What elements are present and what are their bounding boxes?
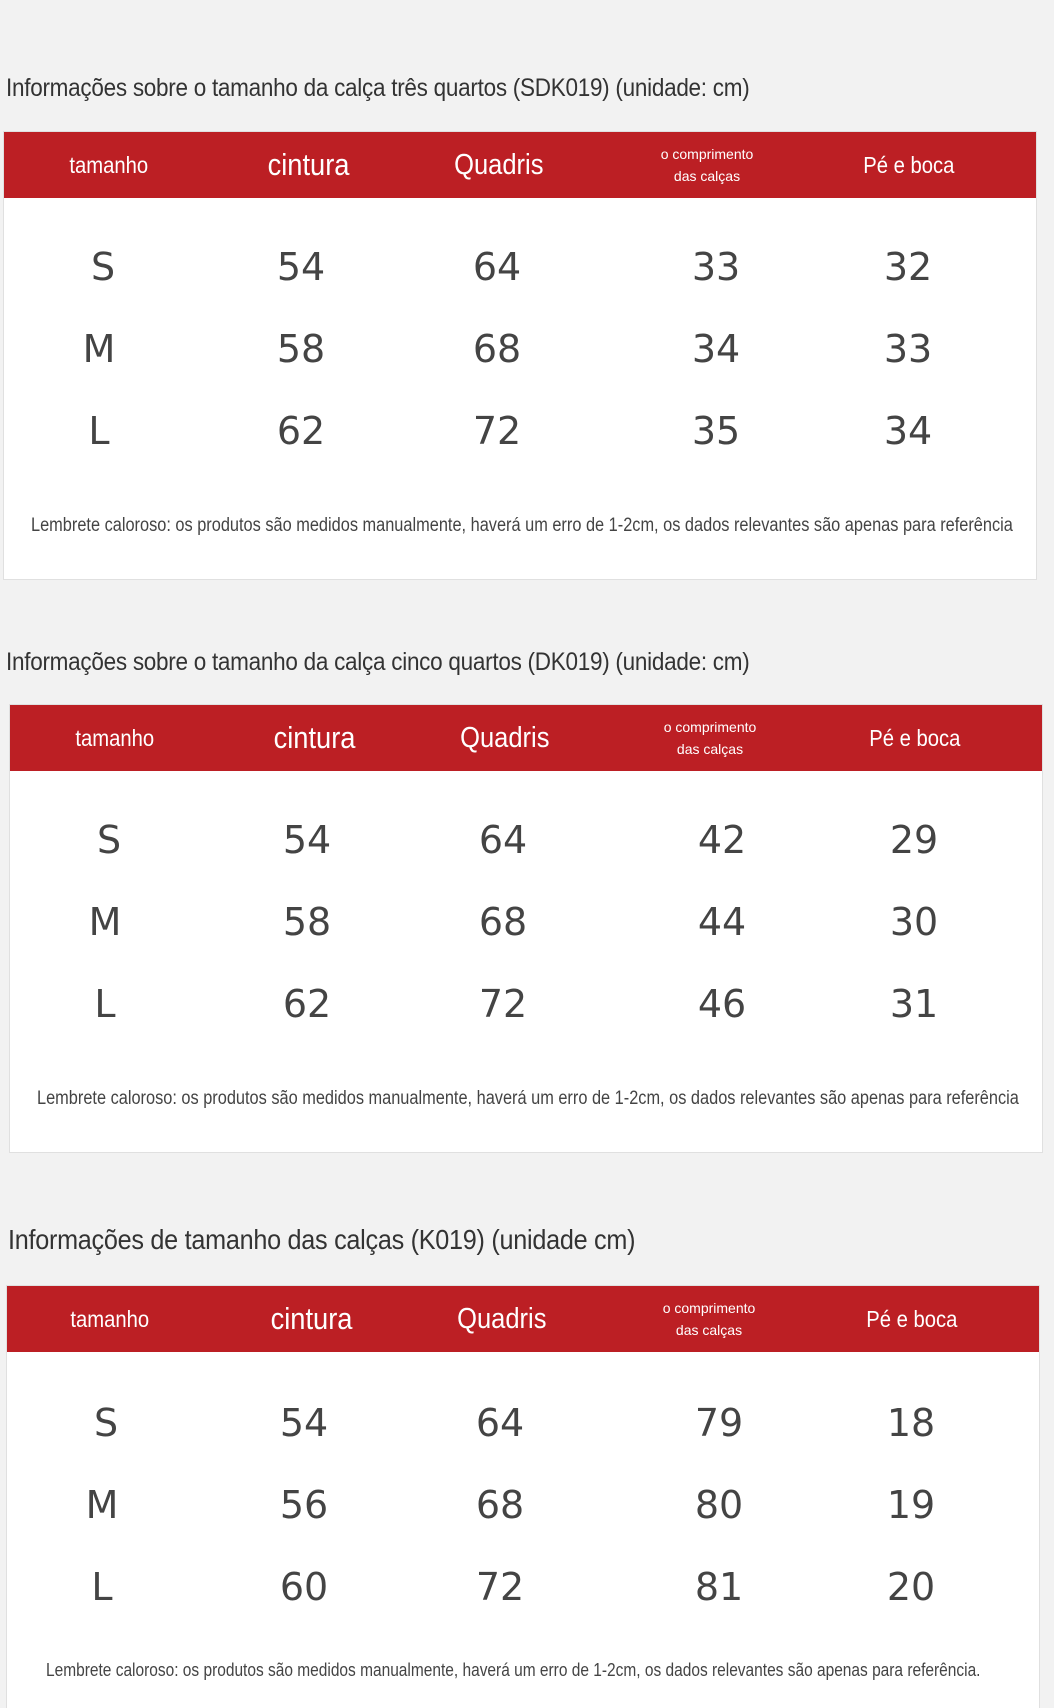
cell-hips: 72 bbox=[478, 982, 528, 1026]
cell-hips: 68 bbox=[475, 1483, 525, 1527]
cell-hips: 72 bbox=[475, 1565, 525, 1609]
cell-hips: 64 bbox=[478, 818, 528, 862]
measurement-note: Lembrete caloroso: os produtos são medidos manualmente, haverá um erro de 1-2cm, os dados relevantes são apenas para referência bbox=[37, 1088, 1019, 1109]
table-title: Informações sobre o tamanho da calça cinco quartos (DK019) (unidade: cm) bbox=[6, 648, 750, 676]
cell-hips: 72 bbox=[472, 409, 522, 453]
cell-hem: 34 bbox=[883, 409, 933, 453]
header-hips: Quadris bbox=[454, 148, 544, 181]
header-waist: cintura bbox=[271, 1301, 353, 1336]
cell-hem: 33 bbox=[883, 327, 933, 371]
cell-hem: 29 bbox=[889, 818, 939, 862]
header-waist: cintura bbox=[268, 147, 350, 182]
cell-size: L bbox=[91, 1565, 113, 1609]
cell-waist: 56 bbox=[279, 1483, 329, 1527]
table-row bbox=[7, 1546, 1039, 1628]
cell-length: 42 bbox=[697, 818, 747, 862]
header-hips: Quadris bbox=[460, 721, 550, 754]
cell-hips: 64 bbox=[475, 1401, 525, 1445]
cell-size: S bbox=[93, 1401, 119, 1445]
table-title: Informações sobre o tamanho da calça três quartos (SDK019) (unidade: cm) bbox=[6, 74, 750, 102]
cell-length: 81 bbox=[694, 1565, 744, 1609]
cell-waist: 54 bbox=[279, 1401, 329, 1445]
measurement-note: Lembrete caloroso: os produtos são medidos manualmente, haverá um erro de 1-2cm, os dados relevantes são apenas para referência. bbox=[46, 1660, 981, 1680]
header-waist: cintura bbox=[274, 720, 356, 755]
cell-hem: 19 bbox=[886, 1483, 936, 1527]
header-size: tamanho bbox=[75, 724, 155, 751]
cell-hips: 64 bbox=[472, 245, 522, 289]
table-title: Informações de tamanho das calças (K019) (unidade cm) bbox=[8, 1224, 636, 1255]
header-hem: Pé e boca bbox=[869, 724, 961, 751]
cell-length: 33 bbox=[691, 245, 741, 289]
cell-hips: 68 bbox=[472, 327, 522, 371]
header-length: o comprimento das calças bbox=[660, 146, 754, 184]
cell-length: 46 bbox=[697, 982, 747, 1026]
cell-length: 44 bbox=[697, 900, 747, 944]
header-hips: Quadris bbox=[457, 1302, 547, 1335]
header-size: tamanho bbox=[69, 151, 149, 178]
cell-size: M bbox=[85, 1483, 119, 1527]
cell-waist: 54 bbox=[282, 818, 332, 862]
table-header bbox=[7, 1286, 1039, 1352]
table-row bbox=[7, 1382, 1039, 1464]
cell-size: M bbox=[82, 327, 116, 371]
cell-hem: 32 bbox=[883, 245, 933, 289]
measurement-note: Lembrete caloroso: os produtos são medidos manualmente, haverá um erro de 1-2cm, os dados relevantes são apenas para referência bbox=[31, 515, 1013, 536]
cell-size: M bbox=[88, 900, 122, 944]
header-length: o comprimento das calças bbox=[663, 719, 757, 757]
cell-waist: 54 bbox=[276, 245, 326, 289]
size-table-card bbox=[6, 1285, 1040, 1708]
header-size: tamanho bbox=[70, 1305, 150, 1332]
cell-length: 35 bbox=[691, 409, 741, 453]
cell-waist: 62 bbox=[282, 982, 332, 1026]
cell-hips: 68 bbox=[478, 900, 528, 944]
cell-hem: 30 bbox=[889, 900, 939, 944]
table-row bbox=[7, 1464, 1039, 1546]
cell-length: 34 bbox=[691, 327, 741, 371]
cell-waist: 60 bbox=[279, 1565, 329, 1609]
cell-hem: 20 bbox=[886, 1565, 936, 1609]
cell-waist: 58 bbox=[282, 900, 332, 944]
cell-length: 80 bbox=[694, 1483, 744, 1527]
cell-size: L bbox=[94, 982, 116, 1026]
cell-hem: 18 bbox=[886, 1401, 936, 1445]
header-hem: Pé e boca bbox=[866, 1305, 958, 1332]
header-length: o comprimento das calças bbox=[662, 1300, 756, 1338]
cell-size: S bbox=[90, 245, 116, 289]
cell-hem: 31 bbox=[889, 982, 939, 1026]
header-hem: Pé e boca bbox=[863, 151, 955, 178]
cell-length: 79 bbox=[694, 1401, 744, 1445]
cell-waist: 62 bbox=[276, 409, 326, 453]
cell-waist: 58 bbox=[276, 327, 326, 371]
cell-size: S bbox=[96, 818, 122, 862]
cell-size: L bbox=[88, 409, 110, 453]
